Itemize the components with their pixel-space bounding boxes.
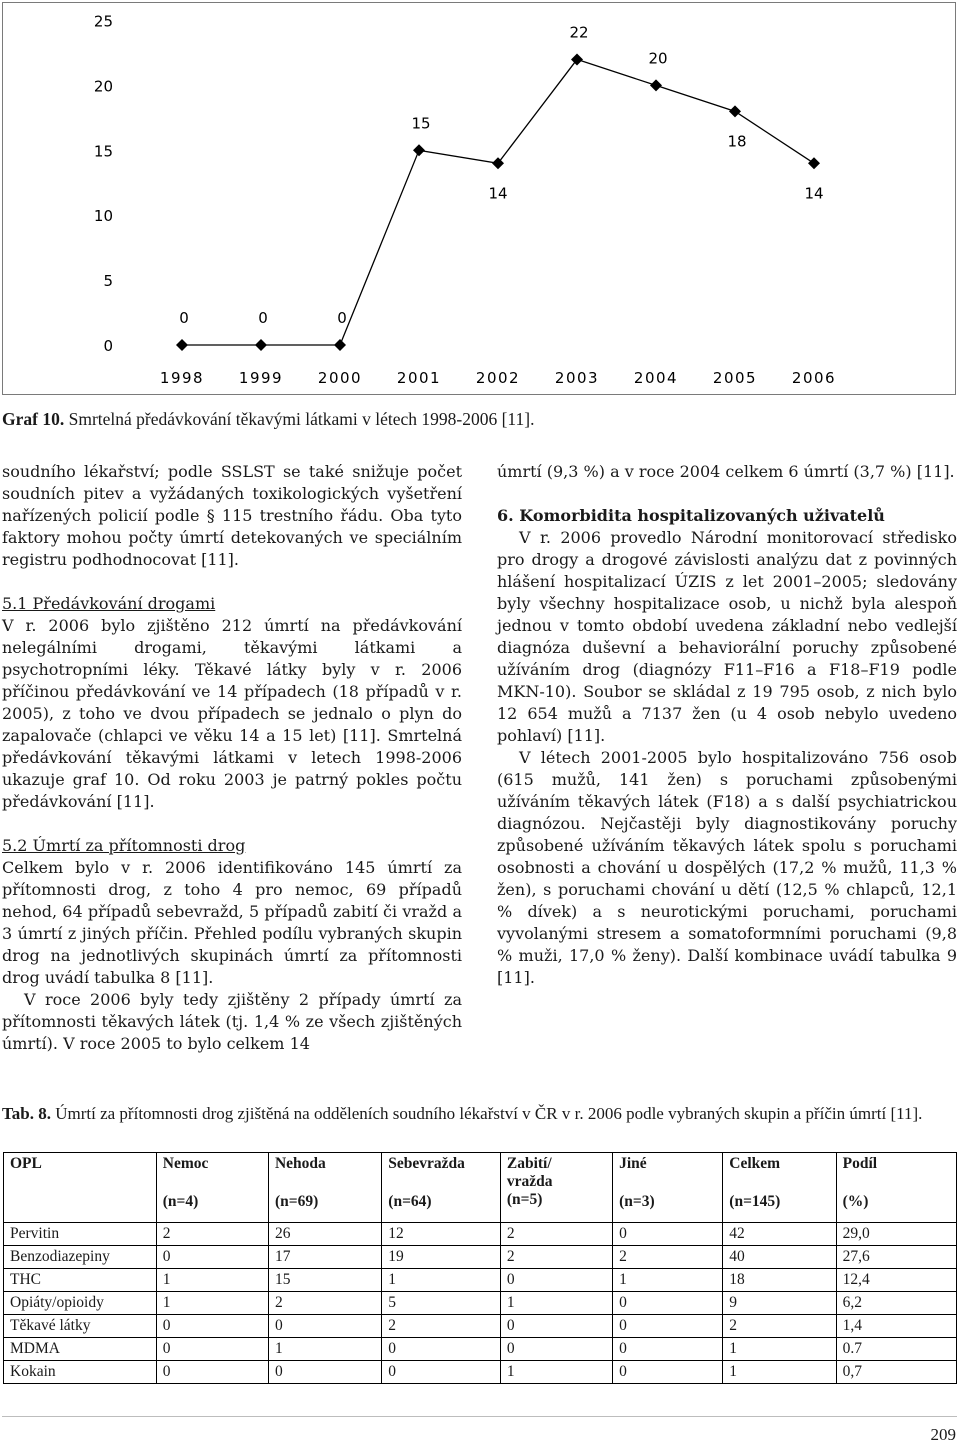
section-heading-5-1: 5.1 Předávkování drogami: [2, 594, 216, 613]
data-point-marker: [808, 157, 820, 169]
header-label-line2: vražda: [506, 1173, 553, 1190]
data-point-marker: [492, 157, 504, 169]
table-row: [4, 1292, 957, 1315]
row-label-cell: THC: [4, 1269, 157, 1292]
table-cell: 1: [613, 1269, 723, 1292]
data-point-marker: [571, 53, 583, 65]
table-cell: 1,4: [836, 1315, 956, 1338]
header-label: Celkem: [729, 1155, 781, 1172]
right-paragraph-1: úmrtí (9,3 %) a v roce 2004 celkem 6 úmrtí (3,7 %) [11].: [497, 462, 955, 481]
table-caption-text: Úmrtí za přítomnosti drog zjištěná na odděleních soudního lékařství v ČR v r. 2006 podle vybraných skupin a příčin úmrtí [11].: [50, 1104, 923, 1123]
header-label: OPL: [10, 1155, 42, 1172]
row-label-cell: Kokain: [4, 1361, 157, 1384]
left-column: [2, 461, 462, 1055]
data-label: 14: [488, 184, 508, 203]
table-cell: 1: [268, 1338, 381, 1361]
table-cell: 0: [382, 1338, 501, 1361]
header-opl: [4, 1153, 157, 1223]
data-table: [3, 1152, 957, 1384]
y-tick-label: 5: [103, 272, 113, 291]
data-label: 14: [804, 184, 824, 203]
data-label: 0: [258, 309, 268, 327]
data-label: 20: [648, 49, 668, 68]
table-cell: 12,4: [836, 1269, 956, 1292]
y-tick-label: 10: [93, 207, 113, 226]
table-row: [4, 1361, 957, 1384]
table-cell: 1: [156, 1269, 268, 1292]
table-cell: 2: [613, 1246, 723, 1269]
header-count: (n=5): [506, 1191, 543, 1208]
data-point-marker: [334, 339, 346, 351]
left-paragraph-4: V roce 2006 byly tedy zjištěny 2 případy úmrtí za přítomnosti těkavých látek (tj. 1,4 % ze všech zjištěných úmrtí). V roce 2005 to bylo celkem 14: [2, 990, 462, 1053]
table-cell: 0: [156, 1246, 268, 1269]
table-header-row: [4, 1153, 957, 1223]
data-label: 22: [569, 23, 589, 42]
graph-caption-label: Graf 10.: [2, 409, 65, 429]
data-point-marker: [729, 105, 741, 117]
row-label-cell: Těkavé látky: [4, 1315, 157, 1338]
header-jine: [613, 1153, 723, 1223]
table-cell: 2: [382, 1315, 501, 1338]
table-cell: 26: [268, 1223, 381, 1246]
data-point-marker: [413, 144, 425, 156]
x-tick-label: 2001: [396, 369, 442, 387]
header-label: Sebevražda: [388, 1155, 465, 1172]
table-cell: 2: [500, 1223, 612, 1246]
table-cell: 0: [268, 1315, 381, 1338]
header-nemoc: [156, 1153, 268, 1223]
table-cell: 0: [156, 1338, 268, 1361]
x-tick-label: 1999: [238, 369, 284, 387]
y-tick-label: 20: [93, 77, 113, 96]
section-heading-6: 6. Komorbidita hospitalizovaných uživatelů: [497, 506, 885, 525]
table-cell: 1: [156, 1292, 268, 1315]
table-row: [4, 1269, 957, 1292]
table-row: [4, 1223, 957, 1246]
table-cell: 0.7: [836, 1338, 956, 1361]
header-label: Nehoda: [274, 1155, 326, 1172]
table-cell: 0: [268, 1361, 381, 1384]
section-heading-5-2: 5.2 Úmrtí za přítomnosti drog: [2, 836, 246, 855]
table-row: [4, 1246, 957, 1269]
table-cell: 0: [613, 1315, 723, 1338]
graph-caption-text: Smrtelná předávkování těkavými látkami v létech 1998-2006 [11].: [64, 409, 535, 429]
table-cell: 2: [723, 1315, 836, 1338]
row-label-cell: MDMA: [4, 1338, 157, 1361]
table-cell: 1: [723, 1338, 836, 1361]
header-sebevrazda: [382, 1153, 501, 1223]
page-number: 209: [930, 1425, 956, 1444]
table-cell: 12: [382, 1223, 501, 1246]
right-paragraph-3: V létech 2001-2005 bylo hospitalizováno 756 osob (615 mužů, 141 žen) s poruchami způsobenými užíváním těkavých látek (F18) a s další psychiatrickou diagnózou. Nejčastěji byly diagnostikovány poruchy způsobené užíváním těkavých látek spolu s poruchami osobnosti a chování u dospělých (17,2 % mužů, 11,3 % žen), s poruchami chování u dětí (12,5 % chlapců, 12,1 % dívek) a s neurotickými poruchami, poruchami vyvolanými stresem a somatoformními poruchami (9,8 % muži, 17,0 % ženy). Další kombinace uvádí tabulka 9 [11].: [497, 748, 957, 987]
row-label-cell: Pervitin: [4, 1223, 157, 1246]
table-cell: 5: [382, 1292, 501, 1315]
table-cell: 0: [156, 1315, 268, 1338]
left-paragraph-3: Celkem bylo v r. 2006 identifikováno 145 úmrtí za přítomnosti drog, z toho 4 pro nemoc, 69 případů nehod, 64 případů sebevražd, 5 případů zabití či vražd a 3 úmrtí z jiných příčin. Přehled podílu vybraných skupin drog na jednotlivých skupinách úmrtí za přítomnosti drog uvádí tabulka 8 [11].: [2, 858, 462, 987]
table-cell: 9: [723, 1292, 836, 1315]
y-tick-label: 0: [103, 337, 113, 355]
table-cell: 15: [268, 1269, 381, 1292]
header-count: (n=145): [729, 1193, 781, 1210]
x-tick-label: 2003: [554, 369, 600, 387]
header-count: (%): [842, 1193, 869, 1210]
page-footer-rule: [2, 1416, 957, 1417]
data-label: 0: [179, 309, 189, 327]
table-cell: 0: [613, 1292, 723, 1315]
data-label: 0: [337, 309, 347, 327]
header-label: Jiné: [619, 1155, 647, 1172]
header-count: (n=64): [388, 1193, 432, 1210]
x-tick-label: 2000: [317, 369, 363, 387]
table-cell: 2: [156, 1223, 268, 1246]
x-tick-label: 2004: [633, 369, 679, 387]
graph-caption: [2, 409, 534, 430]
x-tick-label: 1998: [159, 369, 205, 387]
data-point-marker: [650, 79, 662, 91]
table-cell: 0: [613, 1223, 723, 1246]
header-label: Podíl: [842, 1155, 878, 1172]
table-cell: 29,0: [836, 1223, 956, 1246]
header-podil: [836, 1153, 956, 1223]
right-paragraph-2: V r. 2006 provedlo Národní monitorovací středisko pro drogy a drogové závislosti analýzu dat z povinných hlášení hospitalizací ÚZIS z let 2001–2005; sledovány byly všechny hospitalizace osob, u nichž byla alespoň jednou v tomto období uvedena základní nebo vedlejší diagnóza duševní a behaviorální poruchy způsobené užíváním drog (diagnózy F11–F16 a F18–F19 podle MKN-10). Soubor se skládal z 19 795 osob, z nich bylo 12 654 mužů a 7137 žen (u 4 osob nebylo uvedeno pohlaví) [11].: [497, 528, 957, 745]
table-cell: 2: [268, 1292, 381, 1315]
table-cell: 27,6: [836, 1246, 956, 1269]
table-cell: 1: [500, 1292, 612, 1315]
table-cell: 1: [382, 1269, 501, 1292]
table-cell: 6,2: [836, 1292, 956, 1315]
table-caption: [2, 1102, 957, 1125]
header-count: (n=3): [619, 1193, 655, 1210]
row-label-cell: Benzodiazepiny: [4, 1246, 157, 1269]
table-row: [4, 1338, 957, 1361]
x-tick-label: 2006: [791, 369, 837, 387]
table-cell: 17: [268, 1246, 381, 1269]
table-row: [4, 1315, 957, 1338]
table-cell: 2: [500, 1246, 612, 1269]
y-tick-label: 15: [93, 142, 113, 161]
right-column: [497, 461, 957, 989]
data-label: 18: [727, 132, 747, 151]
x-tick-label: 2002: [475, 369, 521, 387]
chart-frame: [2, 2, 956, 395]
header-celkem: [723, 1153, 836, 1223]
table-cell: 0: [500, 1315, 612, 1338]
table-cell: 0: [500, 1269, 612, 1292]
row-label-cell: Opiáty/opioidy: [4, 1292, 157, 1315]
header-zabiti-vrazda: [500, 1153, 612, 1223]
y-tick-label: 25: [93, 12, 113, 31]
table-cell: 42: [723, 1223, 836, 1246]
table-cell: 19: [382, 1246, 501, 1269]
table-cell: 0,7: [836, 1361, 956, 1384]
left-paragraph-2: V r. 2006 bylo zjištěno 212 úmrtí na předávkování nelegálními drogami, těkavými látkami a psychotropními léky. Těkavé látky byly v r. 2006 příčinou předávkování ve 14 případech (18 případů v r. 2005), z toho ve dvou případech se jednalo o plyn do zapalovače (chlapci ve věku 14 a 15 let) [11]. Smrtelná předávkování těkavými látkami v letech 1998-2006 ukazuje graf 10. Od roku 2003 je patrný pokles počtu předávkování [11].: [2, 616, 462, 811]
left-paragraph-1: soudního lékařství; podle SSLST se také snižuje počet soudních pitev a vyžádaných toxikologických vyšetření nařízených policií podle § 115 trestního řádu. Oba tyto faktory mohou počty úmrtí detekovaných ve speciálním registru podhodnocovat [11].: [2, 462, 462, 569]
line-chart: [3, 3, 957, 396]
data-point-marker: [176, 339, 188, 351]
header-count: (n=4): [162, 1193, 199, 1210]
table-cell: 18: [723, 1269, 836, 1292]
header-label: Zabití/: [506, 1155, 552, 1172]
table-cell: 0: [382, 1361, 501, 1384]
table-cell: 1: [723, 1361, 836, 1384]
table-cell: 0: [500, 1338, 612, 1361]
table-caption-label: Tab. 8.: [2, 1104, 51, 1123]
header-nehoda: [268, 1153, 381, 1223]
table-body: [4, 1223, 957, 1384]
x-tick-label: 2005: [712, 369, 758, 387]
table-cell: 0: [613, 1338, 723, 1361]
table-cell: 0: [156, 1361, 268, 1384]
header-count: (n=69): [274, 1193, 319, 1210]
table-cell: 40: [723, 1246, 836, 1269]
data-point-marker: [255, 339, 267, 351]
data-label: 15: [411, 114, 431, 133]
table-cell: 1: [500, 1361, 612, 1384]
header-label: Nemoc: [162, 1155, 209, 1172]
table-cell: 0: [613, 1361, 723, 1384]
